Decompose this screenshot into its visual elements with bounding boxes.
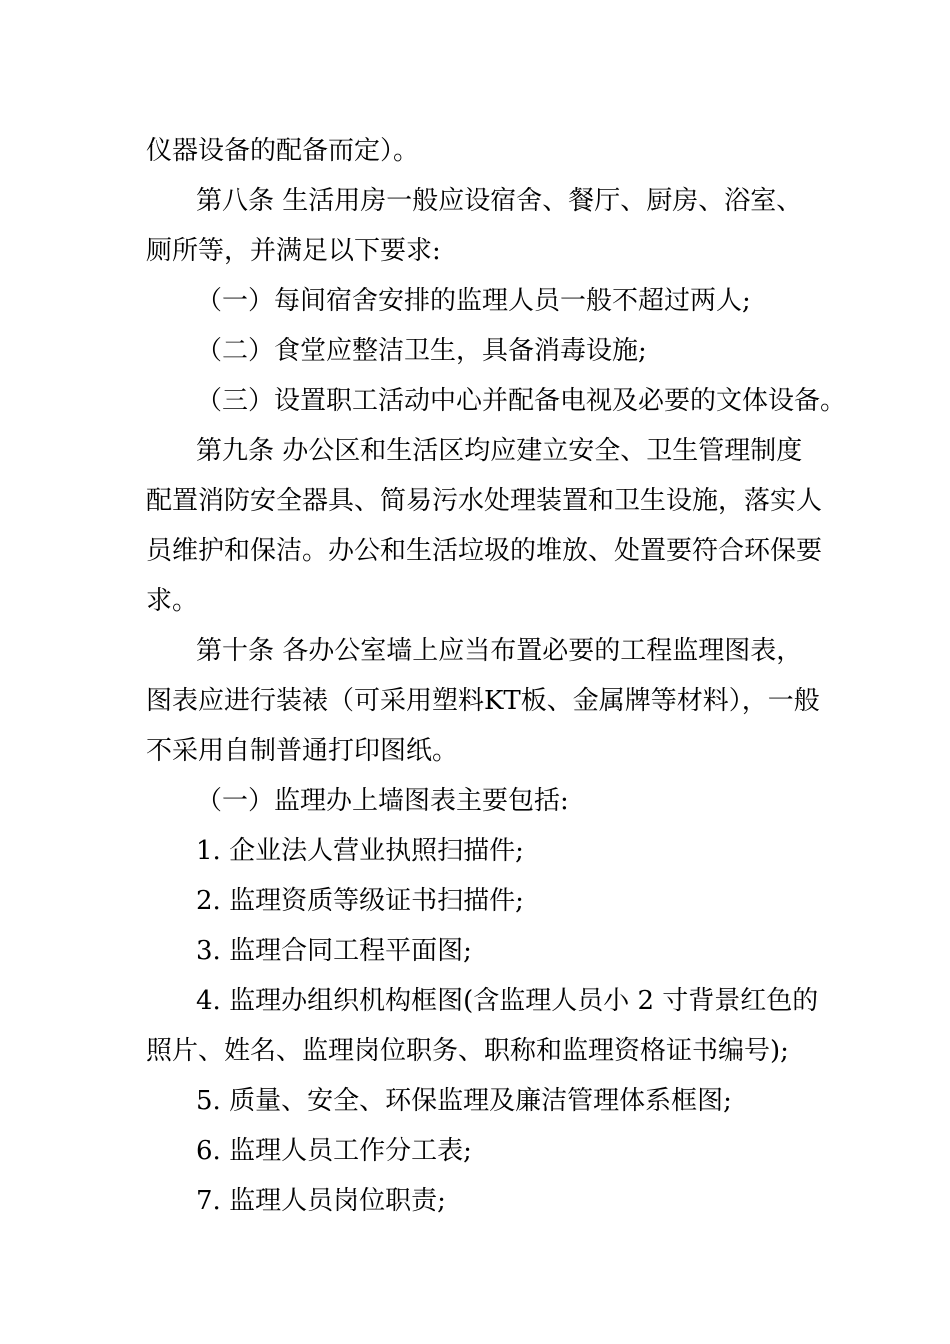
list-item: 4. 监理办组织机构框图(含监理人员小 2 寸背景红色的 xyxy=(196,986,819,1016)
list-item: （二）食堂应整洁卫生，具备消毒设施; xyxy=(196,336,647,366)
list-item: 5. 质量、安全、环保监理及廉洁管理体系框图; xyxy=(196,1086,732,1116)
list-item: 1. 企业法人营业执照扫描件; xyxy=(196,836,524,866)
article-8-heading-line: 第八条 生活用房一般应设宿舍、餐厅、厨房、浴室、 xyxy=(196,186,803,216)
list-item: 6. 监理人员工作分工表; xyxy=(196,1136,472,1166)
paragraph-line: 照片、姓名、监理岗位职务、职称和监理资格证书编号); xyxy=(146,1036,789,1066)
paragraph-line: 厕所等，并满足以下要求: xyxy=(146,236,441,266)
subsection-heading: （一）监理办上墙图表主要包括: xyxy=(196,786,569,816)
list-item: 7. 监理人员岗位职责; xyxy=(196,1186,446,1216)
paragraph-line: 求。 xyxy=(146,586,199,616)
article-10-heading-line: 第十条 各办公室墙上应当布置必要的工程监理图表， xyxy=(196,636,803,666)
paragraph-line: 仪器设备的配备而定）。 xyxy=(146,136,420,166)
list-item: （三）设置职工活动中心并配备电视及必要的文体设备。 xyxy=(196,386,847,416)
paragraph-line: 图表应进行装裱（可采用塑料KT板、金属牌等材料），一般 xyxy=(146,686,820,716)
list-item: 2. 监理资质等级证书扫描件; xyxy=(196,886,524,916)
article-9-heading-line: 第九条 办公区和生活区均应建立安全、卫生管理制度 xyxy=(196,436,803,466)
list-item: 3. 监理合同工程平面图; xyxy=(196,936,472,966)
list-item: （一）每间宿舍安排的监理人员一般不超过两人; xyxy=(196,286,751,316)
paragraph-line: 不采用自制普通打印图纸。 xyxy=(146,736,459,766)
paragraph-line: 员维护和保洁。办公和生活垃圾的堆放、处置要符合环保要 xyxy=(146,536,823,566)
paragraph-line: 配置消防安全器具、简易污水处理装置和卫生设施，落实人 xyxy=(146,486,823,516)
